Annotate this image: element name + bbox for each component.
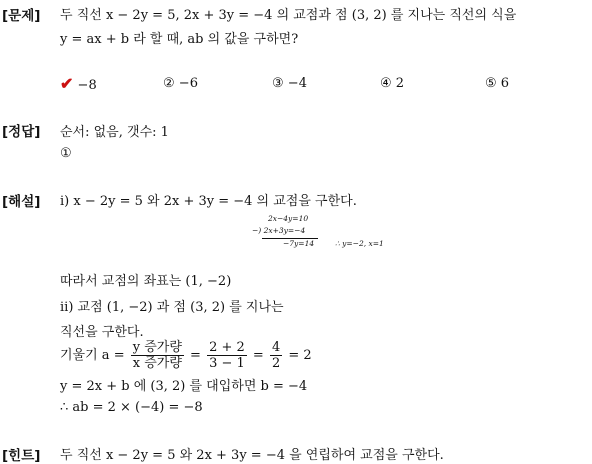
option-2[interactable]: ② −6 <box>163 76 198 91</box>
slope-equation: 기울기 a = $\frac{\text{y 증가량}}{\text{x 증가량}}$ = $\frac{2 + 2}{3 - 1}$ = $\frac{4}{2}$ = 2 <box>60 340 312 371</box>
answer-line-1: 순서: 없음, 갯수: 1 <box>60 125 169 140</box>
slope-prefix: 기울기 a = <box>60 348 125 363</box>
option-1[interactable]: ✔ −8 <box>60 74 97 93</box>
problem-tag: [문제] <box>2 8 41 24</box>
solution-tag: [해설] <box>2 194 41 210</box>
calc-row-2: −) 2x+3y=−4 <box>252 226 306 235</box>
problem-line-1: 두 직선 x − 2y = 5, 2x + 3y = −4 의 교점과 점 (3, 2) 를 지나는 직선의 식을 <box>60 8 517 23</box>
slope-fraction-3: $\frac{4}{2}$ <box>271 340 281 371</box>
solution-line-e: ∴ ab = 2 × (−4) = −8 <box>60 400 203 415</box>
option-4[interactable]: ④ 2 <box>380 76 405 91</box>
calc-result: ∴ y=−2, x=1 <box>335 239 384 248</box>
solution-line-c: 직선을 구한다. <box>60 325 144 340</box>
hint-tag: [힌트] <box>2 448 41 464</box>
slope-fraction-1: $\frac{\text{y 증가량}}{\text{x 증가량}}$ <box>132 340 182 371</box>
solution-line-d: y = 2x + b 에 (3, 2) 를 대입하면 b = −4 <box>60 379 308 394</box>
solution-step-1: ⅰ) x − 2y = 5 와 2x + 3y = −4 의 교점을 구한다. <box>60 194 357 209</box>
check-mark-icon: ✔ <box>60 74 74 93</box>
slope-fraction-2: $\frac{2 + 2}{3 - 1}$ <box>209 340 245 371</box>
solution-line-b: ⅱ) 교점 (1, −2) 과 점 (3, 2) 를 지나는 <box>60 300 284 315</box>
answer-tag: [정답] <box>2 124 41 140</box>
problem-line-2: y = ax + b 라 할 때, ab 의 값을 구하면? <box>60 32 299 47</box>
hint-text: 두 직선 x − 2y = 5 와 2x + 3y = −4 을 연립하여 교점을 구한다. <box>60 448 444 463</box>
option-5[interactable]: ⑤ 6 <box>485 76 510 91</box>
option-3[interactable]: ③ −4 <box>272 76 307 91</box>
calc-row-3: −7y=14 <box>283 239 315 248</box>
answer-line-2: ① <box>60 146 72 161</box>
calc-row-1: 2x−4y=10 <box>268 214 309 223</box>
solution-line-a: 따라서 교점의 좌표는 (1, −2) <box>60 274 232 289</box>
